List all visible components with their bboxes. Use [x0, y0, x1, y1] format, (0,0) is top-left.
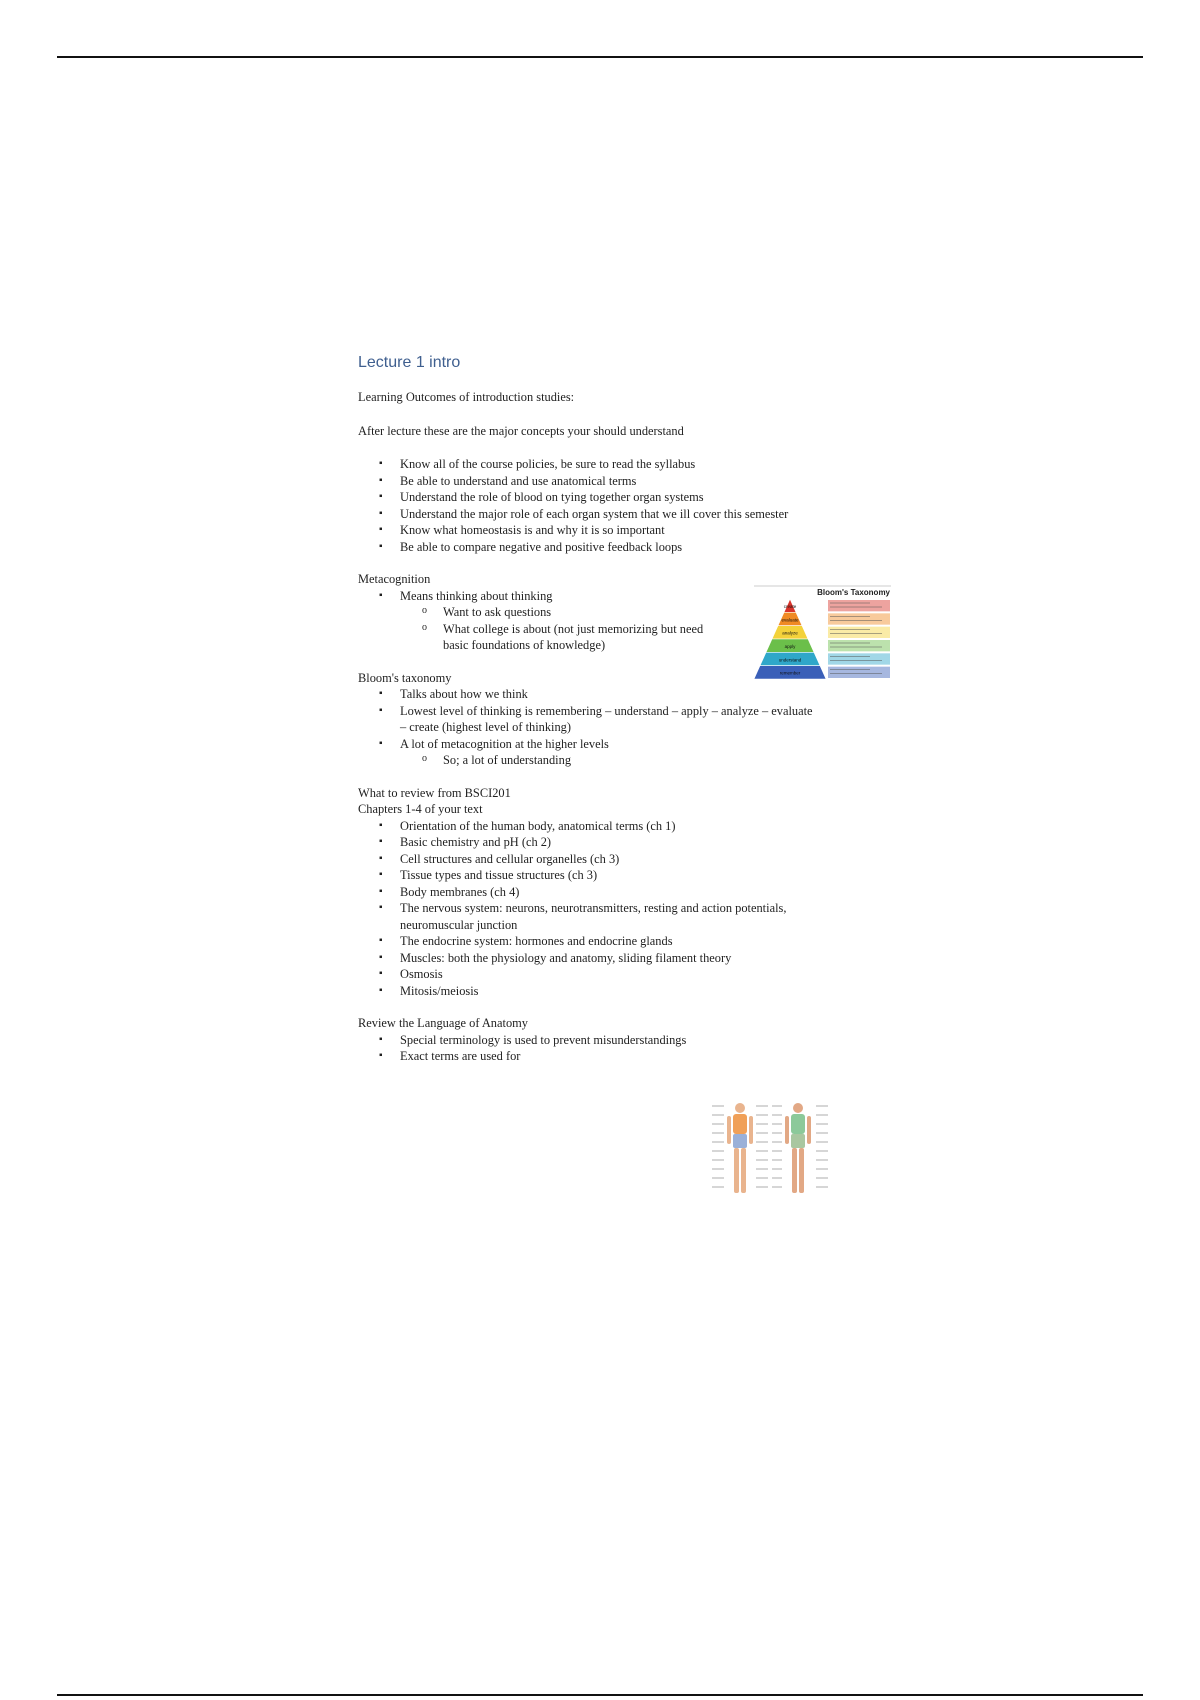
list-item: ▪ Cell structures and cellular organelles (ch 3) — [379, 851, 839, 868]
list-item: ▪ Be able to understand and use anatomical terms — [379, 473, 918, 490]
figure-background — [710, 1098, 840, 1208]
sub-list-item: o Want to ask questions — [422, 604, 782, 621]
blooms-list — [358, 686, 918, 769]
language-section — [358, 1015, 918, 1065]
review-subheading: Chapters 1-4 of your text — [358, 802, 483, 816]
review-heading: What to review from BSCI201 — [358, 785, 511, 800]
outcomes-section — [358, 456, 918, 555]
pyramid-note-band — [828, 613, 890, 624]
pyramid-note-band — [828, 667, 890, 678]
blooms-taxonomy-figure — [750, 583, 895, 693]
list-item: ▪ Know what homeostasis is and why it is so important — [379, 522, 918, 539]
list-item: ▪ The endocrine system: hormones and endocrine glands — [379, 933, 839, 950]
pyramid-note-band — [828, 600, 890, 611]
list-item: ▪ Muscles: both the physiology and anatomy, sliding filament theory — [379, 950, 839, 967]
document-page — [253, 258, 973, 1213]
pyramid-level-label: create — [783, 604, 797, 610]
list-item: ▪ Know all of the course policies, be sure to read the syllabus — [379, 456, 918, 473]
page-title: Lecture 1 intro — [358, 354, 461, 371]
intro-line: After lecture these are the major concepts your should understand — [358, 423, 684, 438]
metacognition-heading: Metacognition — [358, 572, 431, 586]
list-item: ▪ Mitosis/meiosis — [379, 983, 839, 1000]
sub-list-item: o What college is about (not just memorizing but need basic foundations of knowledge) — [422, 621, 708, 654]
outcomes-list — [358, 456, 918, 555]
list-item: ▪ Talks about how we think — [379, 686, 918, 703]
review-section — [358, 785, 918, 1000]
list-item: ▪ Tissue types and tissue structures (ch 3) — [379, 867, 839, 884]
pyramid-level-label: remember — [779, 670, 801, 676]
anatomy-figure — [710, 1098, 840, 1208]
pyramid-note-band — [828, 640, 890, 651]
pyramid-level-label: analyze — [782, 630, 798, 636]
metacognition-sublist — [400, 604, 782, 654]
language-heading: Review the Language of Anatomy — [358, 1016, 528, 1030]
blooms-sublist — [400, 752, 918, 769]
pyramid-note-band — [828, 627, 890, 638]
list-item: ▪ Understand the role of blood on tying together organ systems — [379, 489, 918, 506]
outcomes-heading: Learning Outcomes of introduction studies: — [358, 390, 575, 404]
list-item: ▪ Understand the major role of each organ system that we ill cover this semester — [379, 506, 918, 523]
list-item: ▪ Basic chemistry and pH (ch 2) — [379, 834, 839, 851]
list-item: ▪ The nervous system: neurons, neurotransmitters, resting and action potentials, neuromuscular junction — [379, 900, 839, 933]
list-item: ▪ Exact terms are used for — [379, 1048, 918, 1065]
pyramid-note-band — [828, 653, 890, 664]
list-item: ▪ Be able to compare negative and positive feedback loops — [379, 539, 918, 556]
list-item: ▪ Lowest level of thinking is remembering – understand – apply – analyze – evaluate – create (highest level of thinking) — [379, 703, 815, 736]
sub-list-item: o So; a lot of understanding — [422, 752, 918, 769]
list-item: ▪ Orientation of the human body, anatomical terms (ch 1) — [379, 818, 839, 835]
list-item — [379, 736, 918, 769]
list-item-text: Means thinking about thinking — [400, 588, 553, 603]
figure-title: Bloom's Taxonomy — [817, 588, 890, 597]
bottom-rule — [57, 1694, 1143, 1696]
language-list — [358, 1032, 918, 1065]
pyramid-level-label: evaluate — [781, 617, 799, 623]
pyramid-level-label: apply — [784, 644, 796, 650]
list-item: ▪ Special terminology is used to prevent misunderstandings — [379, 1032, 918, 1049]
list-item: ▪ Body membranes (ch 4) — [379, 884, 839, 901]
document-content — [358, 353, 918, 1081]
blooms-heading: Bloom's taxonomy — [358, 670, 452, 685]
list-item-text: A lot of metacognition at the higher levels — [400, 736, 609, 751]
list-item: ▪ Osmosis — [379, 966, 839, 983]
pyramid-level-label: understand — [778, 657, 802, 663]
review-list — [358, 818, 839, 1000]
top-rule — [57, 56, 1143, 58]
